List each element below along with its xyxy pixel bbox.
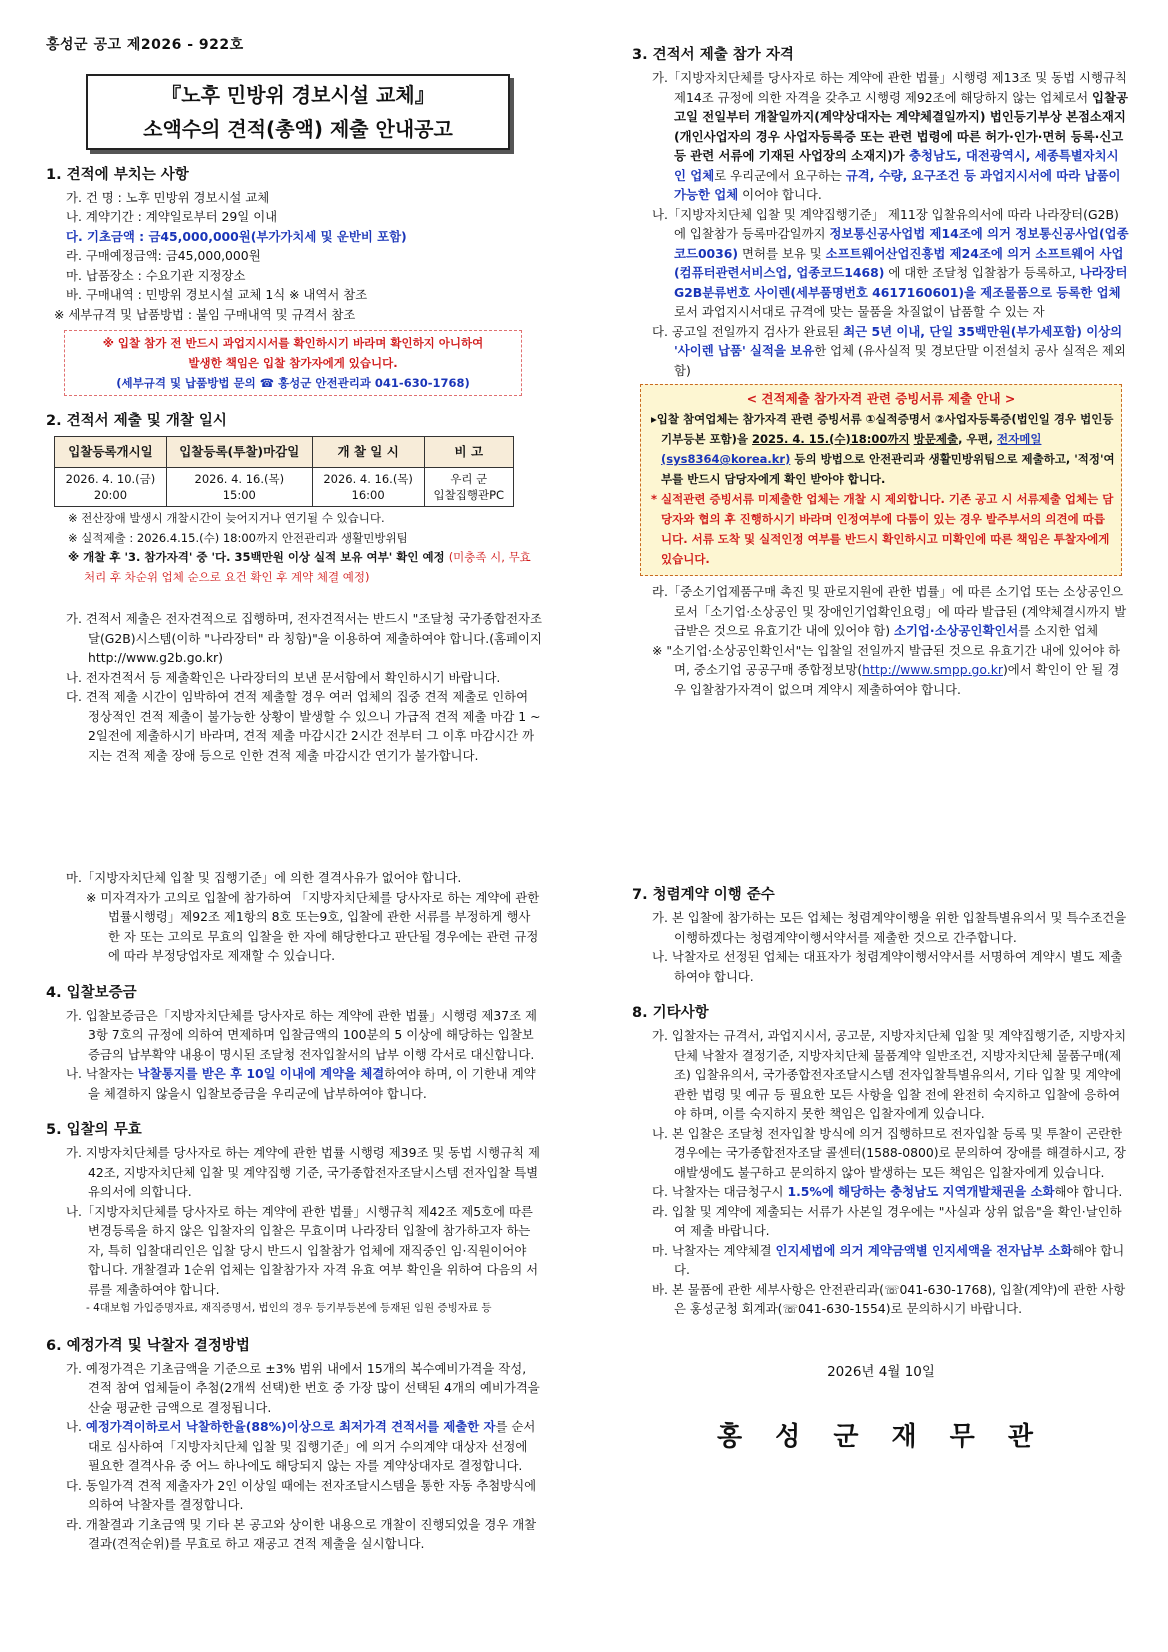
s3-ma-note: ※ 미자격자가 고의로 입찰에 참가하여 「지방자치단체를 당사자로 하는 계약에 관한 법률시행령」제92조 제1항의 8호 또는9호, 입찰에 관한 서류를 부정하게 행사한 자 또는 고의로 무효의 입찰을 한 자에 해당한다고 판단될 경우에는 관련 규정에 따라 부정당업자로 제재할 수 있습니다.	[86, 889, 540, 963]
s5-item: 나.「지방자치단체를 당사자로 하는 계약에 관한 법률」시행규칙 제42조 제5호에 따른 변경등록을 하지 않은 입찰자의 입찰은 무효이며 나라장터 입찰에 참가하고자 하는 자, 특히 입찰대리인은 입찰 당시 반드시 입찰참가 업체에 재직중인 임·직원이어야 합니다. 개찰결과 1순위 업체는 입찰참가자 자격 유효 여부 확인을 위하여 다음의 서류를 제출하여야 합니다.	[66, 1203, 539, 1297]
s2-note: ※ 전산장애 발생시 개찰시간이 늦어지거나 연기될 수 있습니다.	[68, 511, 385, 525]
evidence-notice-heading: < 견적제출 참가자격 관련 증빙서류 제출 안내 >	[746, 391, 1016, 406]
schedule-table	[54, 436, 514, 507]
evidence-notice-box	[640, 384, 1122, 576]
title-line-2: 소액수의 견적(총액) 제출 안내공고	[143, 116, 453, 141]
warning-contact: (세부규격 및 납품방법 문의 ☎ 홍성군 안전관리과 041-630-1768)	[116, 376, 470, 390]
s6-item: 가. 예정가격은 기초금액을 기준으로 ±3% 범위 내에서 15개의 복수예비가격을 작성, 견적 참여 업체들이 추첨(2개씩 선택)한 번호 중 가장 많이 선택된 4개의 예비가격을 산술 평균한 금액으로 결정됩니다.	[66, 1360, 540, 1415]
right-column-top	[632, 44, 1130, 699]
s6-item: 라. 개찰결과 기초금액 및 기타 본 공고와 상이한 내용으로 개찰이 진행되었을 경우 개찰결과(견적순위)를 무효로 하고 재공고 견적 제출을 실시합니다.	[66, 1516, 537, 1551]
schedule-header: 입찰등록개시일	[55, 437, 167, 468]
s8-item: 바. 본 물품에 관한 세부사항은 안전관리과(☏041-630-1768), 입찰(계약)에 관한 사항은 홍성군청 회계과(☏041-630-1554)로 문의하시기 바랍니다.	[652, 1281, 1126, 1316]
section-1-heading: 1. 견적에 부치는 사항	[46, 166, 189, 183]
warning-box	[64, 330, 522, 396]
schedule-header: 개 찰 일 시	[312, 437, 424, 468]
signature: 홍 성 군 재 무 관	[717, 1422, 1045, 1452]
warning-line: 발생한 책임은 입찰 참가자에게 있습니다.	[188, 356, 398, 370]
s1-item: 마. 납품장소 : 수요기관 지정장소	[66, 267, 246, 283]
s8-item: 라. 입찰 및 계약에 제출되는 서류가 사본일 경우에는 "사실과 상위 없음"을 확인·날인하여 제출 바랍니다.	[652, 1203, 1122, 1238]
left-column-bottom	[46, 868, 542, 1554]
schedule-cell: 2026. 4. 10.(금) 20:00	[55, 468, 167, 507]
section-5-heading: 5. 입찰의 무효	[46, 1122, 142, 1138]
schedule-cell: 2026. 4. 16.(목) 16:00	[312, 468, 424, 507]
s1-item-base-amount: 다. 기초금액 : 금45,000,000원(부가가치세 및 운반비 포함)	[66, 228, 407, 244]
warning-line: ※ 입찰 참가 전 반드시 과업지시서를 확인하시기 바라며 확인하지 아니하여	[102, 336, 484, 350]
evidence-notice-warning: * 실적관련 증빙서류 미제출한 업체는 개찰 시 제외합니다. 기존 공고 시 서류제출 업체는 담당자와 협의 후 진행하시기 바라며 인정여부에 다툼이 있는 경우 발주부서의 의견에 따릅니다. 서류 도착 및 실적인정 여부를 반드시 확인하시고 미확인에 따른 책임은 투찰자에게 있습니다.	[651, 492, 1114, 566]
s3-item-da: 다. 공고일 전일까지 검사가 완료된 최근 5년 이내, 단일 35백만원(부가세포함) 이상의 '사이렌 납품' 실적을 보유한 업체 (유사실적 및 경보단말 이전설치 공사 실적은 제외함)	[652, 323, 1126, 378]
s2-item: 다. 견적 제출 시간이 임박하여 견적 제출할 경우 여러 업체의 집중 견적 제출로 인하여 정상적인 견적 제출이 불가능한 상황이 발생할 수 있으니 가급적 견적 제출 마감 1 ~ 2일전에 제출하시기 바라며, 견적 제출 마감시간 2시간 전부터 그 이후 마감시간 까지는 견적 제출 장애 등으로 인한 견적 제출 마감시간 연기가 불가합니다.	[66, 689, 541, 763]
title-box	[86, 74, 510, 150]
s3-item-na: 나.「지방자치단체 입찰 및 계약집행기준」 제11장 입찰유의서에 따라 나라장터(G2B)에 입찰참가 등록마감일까지 정보통신공사업법 제14조에 의거 정보통신공사업(업종코드0036) 면허를 보유 및 소프트웨어산업진흥법 제24조에 의거 소프트웨어 사업(컴퓨터관련서비스업, 업종코드1468) 에 대한 조달청 입찰참가 등록하고, 나라장터 G2B분류번호 사이렌(세부품명번호 4617160601)을 제조물품으로 등록한 업체로서 과업지시서대로 규격에 맞는 물품을 차질없이 납품할 수 있는 자	[652, 206, 1129, 319]
s8-item: 가. 입찰자는 규격서, 과업지시서, 공고문, 지방자치단체 입찰 및 계약집행기준, 지방자치단체 낙찰자 결정기준, 지방자치단체 물품계약 일반조건, 지방자치단체 물품구매(제조) 입찰유의서, 국가종합전자조달시스템 전자입찰특별유의서, 기타 입찰 및 계약에 관한 법령 및 예규 등 필요한 모든 사항을 입찰 전에 완전히 숙지하고 입찰에 응하여야 하며, 이를 숙지하지 못한 책임은 입찰자에게 있습니다.	[652, 1028, 1127, 1121]
s4-item: 나. 낙찰자는 낙찰통지를 받은 후 10일 이내에 계약을 체결하여야 하며, 이 기한내 계약을 체결하지 않을시 입찰보증금을 우리군에 납부하여야 합니다.	[66, 1066, 536, 1101]
section-8-heading: 8. 기타사항	[632, 1005, 709, 1021]
s3-note: ※ "소기업·소상공인확인서"는 입찰일 전일까지 발급된 것으로 유효기간 내에 있어야 하며, 중소기업 공공구매 종합정보망(http://www.smpp.go.kr)에서 확인이 안 될 경우 입찰참가자격이 없으며 계약시 제출하여야 합니다.	[652, 642, 1121, 697]
s3-item-ra: 라.「중소기업제품구매 촉진 및 판로지원에 관한 법률」에 따른 소기업 또는 소상공인으로서「소기업·소상공인 및 장애인기업확인요령」에 따라 발급된 (계약체결시까지 발급받은 것으로 유효기간 내에 있어야 함) 소기업·소상공인확인서를 소지한 업체	[652, 584, 1127, 638]
s7-item: 나. 낙찰자로 선정된 업체는 대표자가 청렴계약이행서약서를 서명하여 계약시 별도 제출하여야 합니다.	[652, 949, 1123, 984]
s1-item: 라. 구매예정금액: 금45,000,000원	[66, 248, 261, 263]
s1-item: 바. 구매내역 : 민방위 경보시설 교체 1식 ※ 내역서 참조	[66, 287, 368, 302]
email-link[interactable]: 전자메일(sys8364@korea.kr)	[661, 432, 1042, 466]
section-2-heading: 2. 견적서 제출 및 개찰 일시	[46, 413, 227, 429]
schedule-header: 비 고	[424, 437, 513, 468]
s8-item: 마. 낙찰자는 계약체결 인지세법에 의거 계약금액별 인지세액을 전자납부 소화해야 합니다.	[652, 1242, 1125, 1277]
section-3-heading: 3. 견적서 제출 참가 자격	[632, 47, 794, 63]
notice-date: 2026년 4월 10일	[827, 1363, 935, 1380]
section-6-heading: 6. 예정가격 및 낙찰자 결정방법	[46, 1337, 250, 1354]
s7-item: 가. 본 입찰에 참가하는 모든 업체는 청렴계약이행을 위한 입찰특별유의서 및 특수조건을 이행하겠다는 청렴계약이행서약서를 제출한 것으로 간주합니다.	[652, 910, 1127, 945]
s5-sub: - 4대보험 가입증명자료, 재직증명서, 법인의 경우 등기부등본에 등재된 임원 증빙자료 등	[86, 1302, 492, 1314]
s3-item-ma: 마.「지방자치단체 입찰 및 집행기준」에 의한 결격사유가 없어야 합니다.	[66, 870, 462, 885]
s8-item: 나. 본 입찰은 조달청 전자입찰 방식에 의거 집행하므로 전자입찰 등록 및 투찰이 곤란한 경우에는 국가종합전자조달 콜센터(1588-0800)로 문의하여 장애를 해결하시고, 장애발생에도 불구하고 문의하지 않아 발생하는 모든 책임은 입찰자에게 있습니다.	[652, 1125, 1126, 1180]
s6-item: 나. 예정가격이하로서 낙찰하한율(88%)이상으로 최저가격 견적서를 제출한 자를 순서대로 심사하여「지방자치단체 입찰 및 집행기준」에 의거 수의계약 대상자 선정에 필요한 결격사유 중 어느 하나에도 해당되지 않는 자를 계약상대자로 결정합니다.	[66, 1419, 536, 1473]
s5-item: 가. 지방자치단체를 당사자로 하는 계약에 관한 법률 시행령 제39조 및 동법 시행규칙 제42조, 지방자치단체 입찰 및 계약집행 기준, 국가종합전자조달시스템 전자입찰 특별 유의서에 의합니다.	[66, 1145, 540, 1199]
schedule-cell: 2026. 4. 16.(목) 15:00	[166, 468, 312, 507]
left-column-top	[46, 36, 542, 765]
s2-note: ※ 실적제출 : 2026.4.15.(수) 18:00까지 안전관리과 생활민방위팀	[68, 530, 408, 545]
s8-item: 다. 낙찰자는 대금청구시 1.5%에 해당하는 충청남도 지역개발채권을 소화해야 합니다.	[652, 1184, 1123, 1199]
s2-item: 가. 견적서 제출은 전자견적으로 집행하며, 전자견적서는 반드시 "조달청 국가종합전자조달(G2B)시스템(이하 "나라장터" 라 칭함)"을 이용하여 제출하여야 합니다.(홈페이지 http://www.g2b.go.kr)	[66, 611, 542, 665]
title-line-1: 『노후 민방위 경보시설 교체』	[161, 82, 435, 107]
s2-item: 나. 전자견적서 등 제출확인은 나라장터의 보낸 문서함에서 확인하시기 바랍니다.	[66, 669, 501, 685]
schedule-cell: 우리 군 입찰집행관PC	[424, 468, 513, 507]
section-4-heading: 4. 입찰보증금	[46, 984, 137, 1001]
s1-item: ※ 세부규격 및 납품방법 : 붙임 구매내역 및 규격서 참조	[54, 306, 356, 322]
right-column-bottom	[632, 884, 1130, 1452]
smpp-link[interactable]: http://www.smpp.go.kr	[862, 662, 1003, 677]
schedule-header: 입찰등록(투찰)마감일	[166, 437, 312, 468]
document-number: 홍성군 공고 제2026 - 922호	[46, 37, 244, 53]
s1-item: 나. 계약기간 : 계약일로부터 29일 이내	[66, 209, 278, 224]
s6-item: 다. 동일가격 견적 제출자가 2인 이상일 때에는 전자조달시스템을 통한 자동 추첨방식에 의하여 낙찰자를 결정합니다.	[66, 1477, 537, 1512]
s2-note: ※ 개찰 후 '3. 참가자격' 중 '다. 35백만원 이상 실적 보유 여부' 확인 예정 (미충족 시, 무효 처리 후 차순위 업체 순으로 요건 확인 후 계약 체결 예정)	[68, 550, 531, 584]
s1-item: 가. 건 명 : 노후 민방위 경보시설 교체	[66, 189, 270, 205]
s3-item-ga: 가.「지방자치단체를 당사자로 하는 계약에 관한 법률」시행령 제13조 및 동법 시행규칙 제14조 규정에 의한 자격을 갖추고 시행령 제92조에 해당하지 않는 업체로서 입찰공고일 전일부터 개찰일까지(계약상대자는 계약체결일까지) 법인등기부상 본점소재지(개인사업자의 경우 사업자등록증 또는 관련 법령에 따른 허가·인가·면허 등록·신고 등 관련 서류에 기재된 사업장의 소재지)가 충청남도, 대전광역시, 세종특별자치시인 업체로 우리군에서 요구하는 규격, 수량, 요구조건 등 과업지시서에 따라 납품이 가능한 업체 이어야 합니다.	[652, 70, 1128, 202]
section-7-heading: 7. 청렴계약 이행 준수	[632, 887, 775, 903]
s4-item: 가. 입찰보증금은「지방자치단체를 당사자로 하는 계약에 관한 법률」시행령 제37조 제3항 7호의 규정에 의하여 면제하며 입찰금액의 100분의 5 이상에 해당하는 입찰보증금의 납부확약 내용이 명시된 조달청 전자입찰서의 납부 이행 각서로 대신합니다.	[66, 1007, 537, 1062]
evidence-notice-text: ▸입찰 참여업체는 참가자격 관련 증빙서류 ①실적증명서 ②사업자등록증(법인일 경우 법인등기부등본 포함)을 2025. 4. 15.(수)18:00까지 방문제출, 우편, 전자메일(sys8364@korea.kr) 등의 방법으로 안전관리과 생활민방위팀으로 제출하고, '적정'여부를 반드시 담당자에게 확인 받아야 합니다.	[651, 412, 1115, 486]
